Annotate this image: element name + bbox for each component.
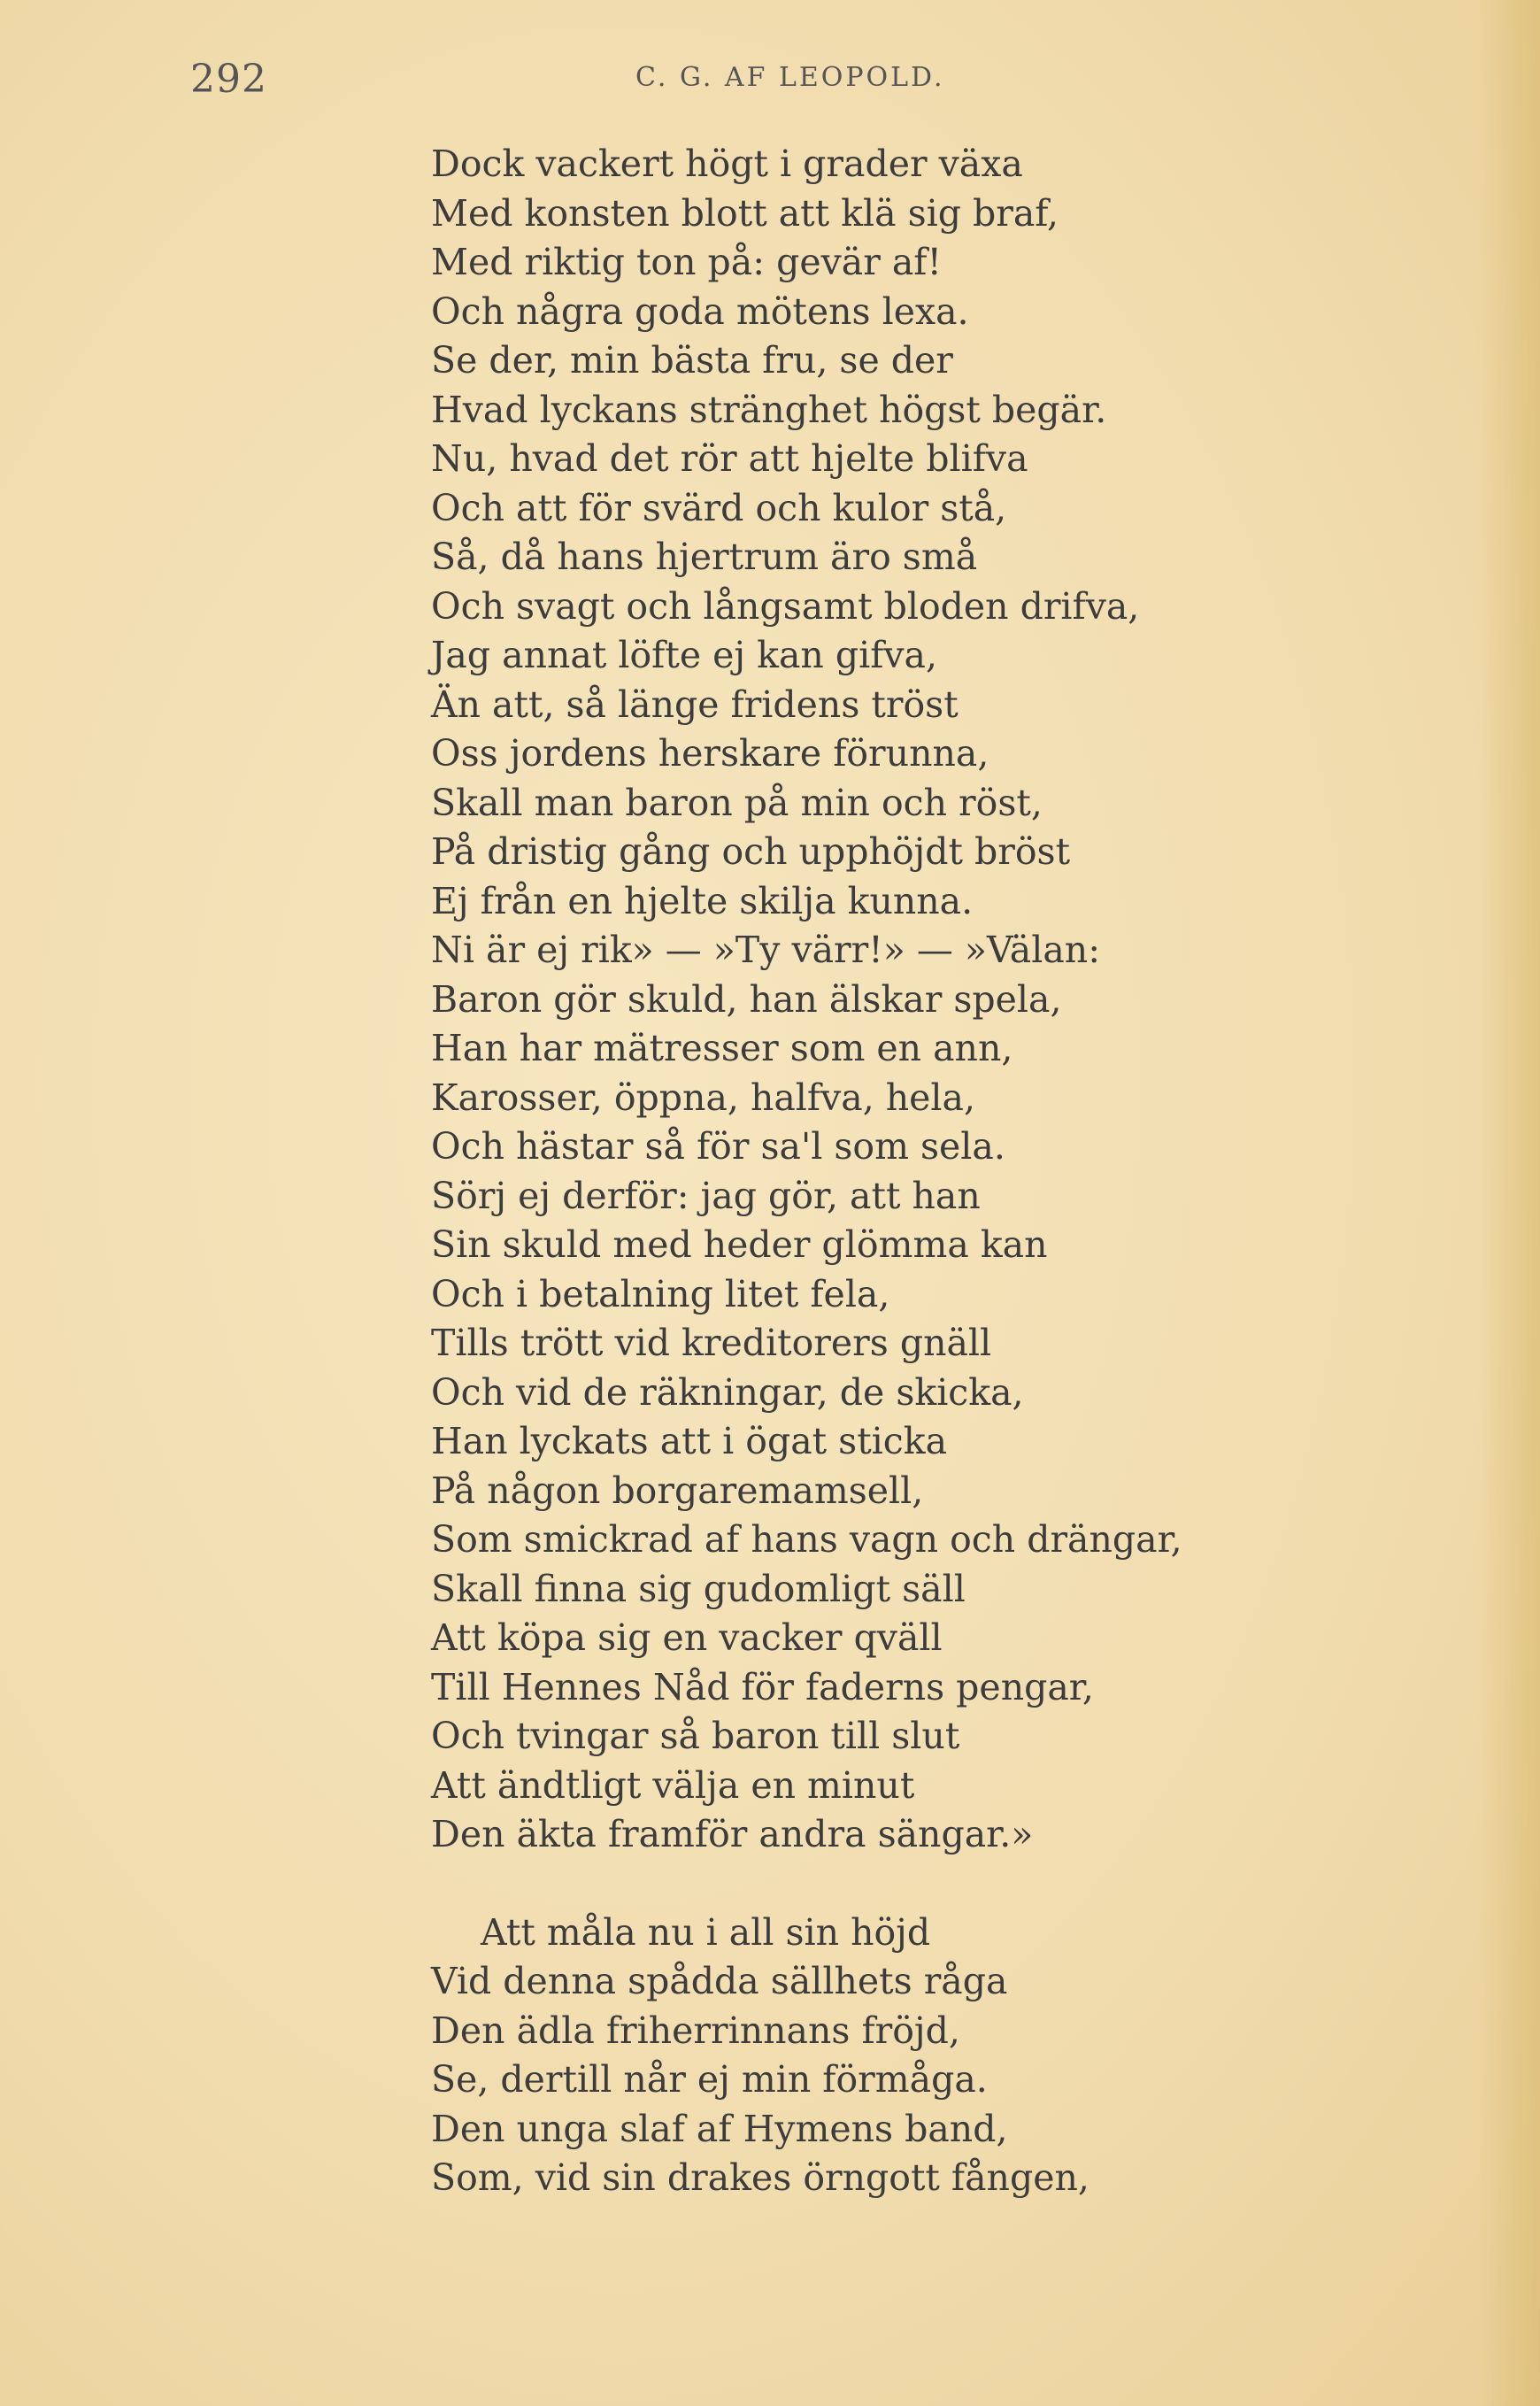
poem-line: Oss jordens herskare förunna,	[431, 732, 989, 775]
poem-line: Att måla nu i all sin höjd	[481, 1910, 931, 1954]
poem-line: Att köpa sig en vacker qväll	[431, 1616, 943, 1659]
poem-line: Och hästar så för sa'l som sela.	[431, 1125, 1005, 1168]
poem-line: Nu, hvad det rör att hjelte blifva	[431, 437, 1028, 480]
poem-line: Och tvingar så baron till slut	[431, 1715, 960, 1757]
page-number: 292	[190, 57, 267, 102]
poem-line: Med riktig ton på: gevär af!	[431, 241, 942, 283]
poem-line: Än att, så länge fridens tröst	[431, 682, 959, 726]
poem-line: Hvad lyckans stränghet högst begär.	[431, 388, 1107, 431]
poem-line: Den unga slaf af Hymens band,	[431, 2107, 1008, 2150]
poem-line: Att ändtligt välja en minut	[431, 1763, 915, 1807]
poem-line: Och svagt och långsamt bloden drifva,	[431, 584, 1140, 628]
poem-line: Sörj ej derför: jag gör, att han	[431, 1174, 981, 1217]
poem-line: Med konsten blott att klä sig braf,	[431, 191, 1059, 235]
poem-line: Som, vid sin drakes örngott fången,	[431, 2156, 1090, 2199]
poem-line: Se, dertill når ej min förmåga.	[431, 2058, 988, 2101]
poem-line: Och i betalning litet fela,	[431, 1272, 890, 1315]
poem-line: Och vid de räkningar, de skicka,	[431, 1370, 1024, 1414]
poem-line: Skall finna sig gudomligt säll	[431, 1567, 966, 1610]
poem-line: Den äkta framför andra sängar.»	[431, 1813, 1034, 1855]
poem-line: Så, då hans hjertrum äro små	[431, 536, 978, 578]
poem-line: Se der, min bästa fru, se der	[431, 339, 953, 382]
poem-line: Skall man baron på min och röst,	[431, 781, 1043, 824]
poem-line: Baron gör skuld, han älskar spela,	[431, 977, 1062, 1021]
poem-line: Som smickrad af hans vagn och drängar,	[431, 1518, 1182, 1561]
page-edge-shading	[1478, 0, 1540, 2406]
poem-line: Den ädla friherrinnans fröjd,	[431, 2009, 960, 2052]
poem-line: Jag annat löfte ej kan gifva,	[431, 634, 938, 676]
poem-line: Ej från en hjelte skilja kunna.	[431, 879, 974, 922]
poem-line: Och att för svärd och kulor stå,	[431, 486, 1007, 529]
poem-text	[431, 140, 1182, 2203]
poem-line: På dristig gång och upphöjdt bröst	[431, 830, 1071, 873]
poem-line: Tills trött vid kreditorers gnäll	[431, 1322, 992, 1364]
poem-line: Ni är ej rik» — »Ty värr!» — »Välan:	[431, 929, 1101, 971]
poem-line: Dock vackert högt i grader växa	[431, 143, 1023, 185]
poem-line: Och några goda mötens lexa.	[431, 289, 969, 333]
poem-line: Han har mätresser som en ann,	[431, 1027, 1013, 1069]
stanza-break	[431, 1860, 1182, 1909]
poem-line: Sin skuld med heder glömma kan	[431, 1223, 1048, 1266]
stanza-2	[431, 1909, 1182, 2203]
running-head: C. G. AF LEOPOLD.	[635, 62, 945, 93]
poem-line: Vid denna spådda sällhets råga	[431, 1960, 1008, 2002]
poem-line: På någon borgaremamsell,	[431, 1469, 924, 1512]
poem-line: Karosser, öppna, halfva, hela,	[431, 1076, 976, 1119]
poem-line: Till Hennes Nåd för faderns pengar,	[431, 1665, 1094, 1708]
stanza-1	[431, 140, 1182, 1860]
poem-line: Han lyckats att i ögat sticka	[431, 1420, 948, 1462]
